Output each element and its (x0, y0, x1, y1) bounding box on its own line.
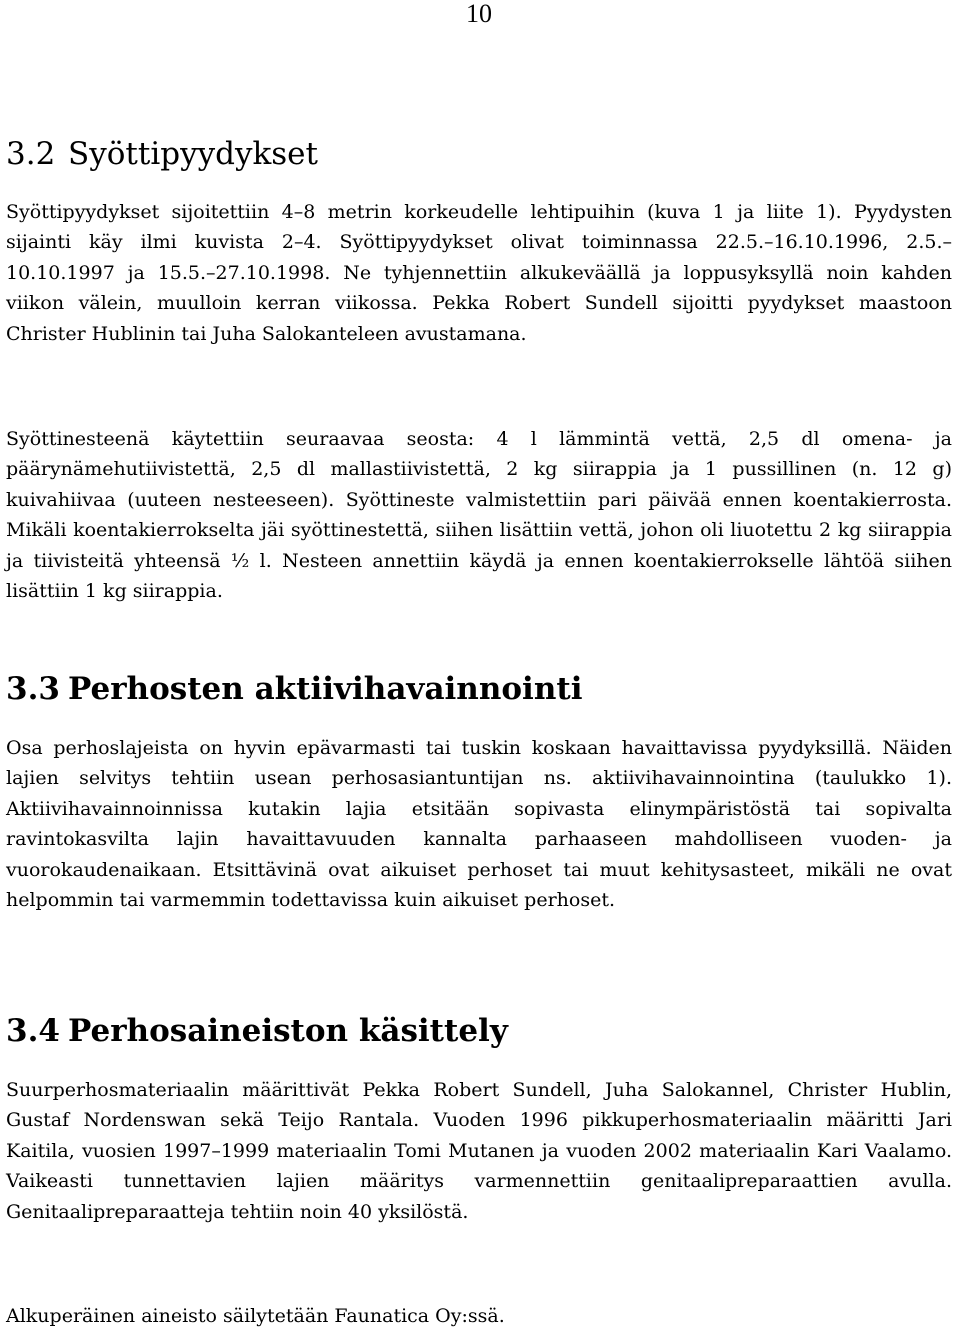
section-title: Perhosten aktiivihavainnointi (68, 671, 583, 707)
body-paragraph (6, 1075, 952, 1227)
body-paragraph (6, 1301, 952, 1331)
paragraph-text: Osa perhoslajeista on hyvin epävarmasti tai tuskin koskaan havaittavissa pyydyksillä. Näiden lajien selvitys tehtiin usean perhosasiantuntijan ns. aktiivihavainnointina (taulukko 1). Aktiivihavainnoinnissa kutakin lajia etsitään sopivasta elinympäristöstä tai sopivalta ravintokasvilta lajin havaittavuuden kannalta parhaaseen mahdolliseen vuoden- ja vuorokaudenaikaan. Etsittävinä ovat aikuiset perhoset tai muut kehitysasteet, mikäli ne ovat helpommin tai varmemmin todettavissa kuin aikuiset perhoset. (6, 737, 952, 912)
paragraph-text: Syöttipyydykset sijoitettiin 4–8 metrin korkeudelle lehtipuihin (kuva 1 ja liite 1). Pyydysten sijainti käy ilmi kuvista 2–4. Syöttipyydykset olivat toiminnassa 22.5.–16.10.1996, 2.5.–10.10.1997 ja 15.5.–27.10.1998. Ne tyhjennettiin alkukeväällä ja loppusyksyllä noin kahden viikon välein, muulloin kerran viikossa. Pekka Robert Sundell sijoitti pyydykset maastoon Christer Hublinin tai Juha Salokanteleen avustamana. (6, 201, 952, 345)
body-paragraph (6, 197, 952, 349)
paragraph-text: Suurperhosmateriaalin määrittivät Pekka Robert Sundell, Juha Salokannel, Christer Hublin, Gustaf Nordenswan sekä Teijo Rantala. Vuoden 1996 pikkuperhosmateriaalin määritti Jari Kaitila, vuosien 1997–1999 materiaalin Tomi Mutanen ja vuoden 2002 materiaalin Kari Vaalamo. Vaikeasti tunnettavien lajien määritys varmennettiin genitaalipreparaattien avulla. Genitaalipreparaatteja tehtiin noin 40 yksilöstä. (6, 1079, 952, 1223)
document-page (6, 0, 952, 1338)
section-number: 3.4 (6, 1013, 60, 1049)
section-number: 3.3 (6, 671, 60, 707)
section-heading-3-2 (6, 134, 952, 174)
section-number: 3.2 (6, 136, 56, 172)
section-heading-3-3 (6, 669, 952, 709)
paragraph-text: Alkuperäinen aineisto säilytetään Faunatica Oy:ssä. (6, 1305, 505, 1327)
section-title: Perhosaineiston käsittely (68, 1013, 508, 1049)
section-heading (6, 669, 952, 709)
section-heading (6, 1011, 952, 1051)
body-paragraph (6, 424, 952, 606)
section-heading-3-4 (6, 1011, 952, 1051)
paragraph-text: Syöttinesteenä käytettiin seuraavaa seosta: 4 l lämmintä vettä, 2,5 dl omena- ja päärynämehutiivistettä, 2,5 dl mallastiivistettä, 2 kg siirappia ja 1 pussillinen (n. 12 g) kuivahiivaa (uuteen nesteeseen). Syöttineste valmistettiin pari päivää ennen koentakierrosta. Mikäli koentakierrokselta jäi syöttinestettä, siihen lisättiin vettä, johon oli liuotettu 2 kg siirappia ja tiivisteitä yhteensä ½ l. Nesteen annettiin käydä ja ennen koentakierrokselle lähtöä siihen lisättiin 1 kg siirappia. (6, 428, 952, 603)
page-number: 10 (466, 0, 492, 28)
section-heading (6, 134, 952, 174)
section-title: Syöttipyydykset (68, 136, 318, 172)
body-paragraph (6, 733, 952, 915)
